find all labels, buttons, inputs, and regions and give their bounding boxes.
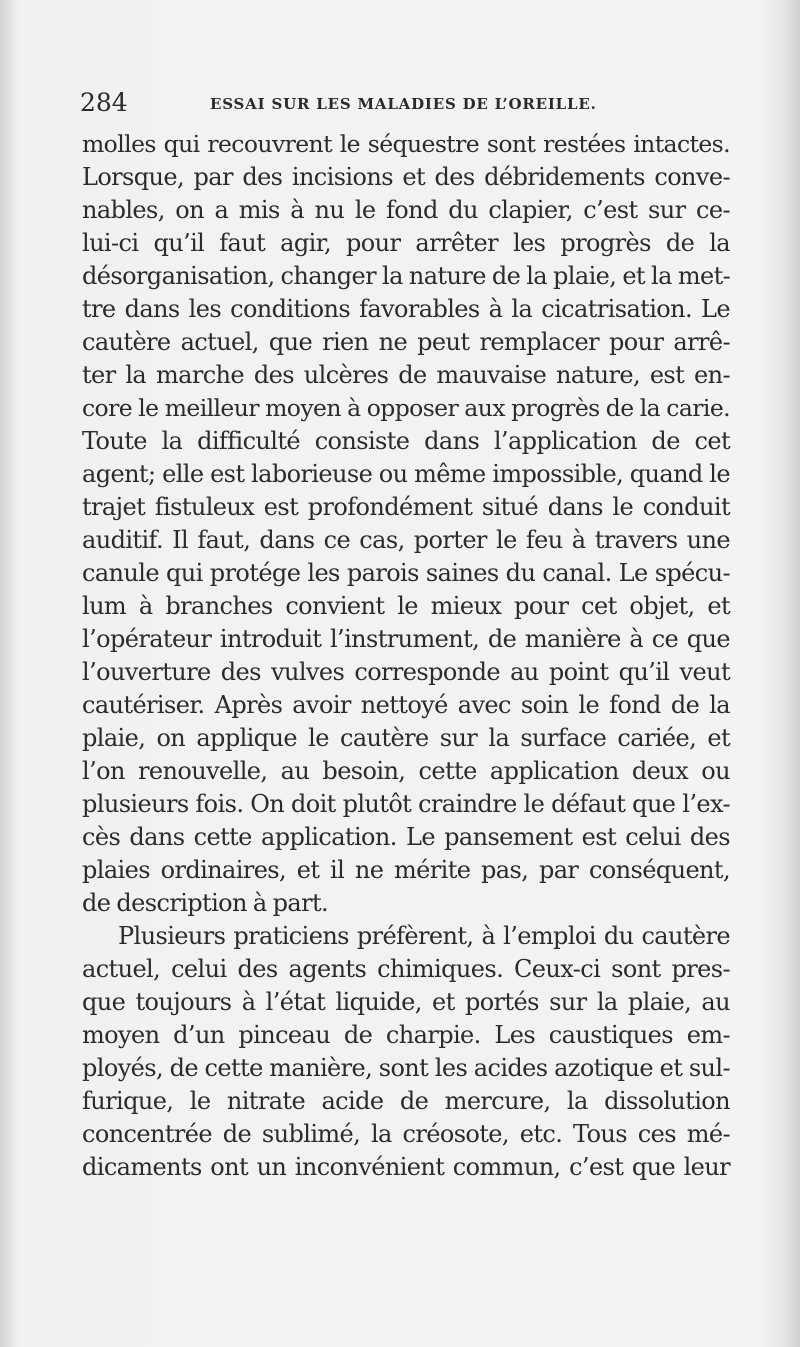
text-line: molles qui recouvrent le séquestre sont restées intactes.	[82, 130, 730, 158]
text-line: furique, le nitrate acide de mercure, la dissolution	[82, 1087, 730, 1115]
text-line: tre dans les conditions favorables à la cicatrisation. Le	[82, 295, 730, 323]
text-line: cautériser. Après avoir nettoyé avec soin le fond de la	[82, 691, 730, 719]
text-line: canule qui protége les parois saines du canal. Le spécu-	[82, 559, 730, 587]
body-text	[82, 128, 730, 1184]
text-line: plaie, on applique le cautère sur la surface cariée, et	[82, 724, 730, 752]
text-line: l’on renouvelle, au besoin, cette application deux ou	[82, 757, 730, 785]
text-line: dicaments ont un inconvénient commun, c’est que leur	[82, 1153, 730, 1181]
text-line: core le meilleur moyen à opposer aux progrès de la carie.	[82, 394, 730, 422]
text-line: Lorsque, par des incisions et des débridements conve-	[82, 163, 730, 191]
text-line: nables, on a mis à nu le fond du clapier, c’est sur ce-	[82, 196, 730, 224]
text-line: plusieurs fois. On doit plutôt craindre le défaut que l’ex-	[82, 790, 730, 818]
running-title: ESSAI SUR LES MALADIES DE L’OREILLE.	[210, 95, 597, 113]
page-header	[80, 88, 730, 118]
text-line: que toujours à l’état liquide, et portés sur la plaie, au	[82, 988, 730, 1016]
paragraph-last-line: de description à part.	[82, 889, 329, 917]
text-line: moyen d’un pinceau de charpie. Les caustiques em-	[82, 1021, 730, 1049]
text-line: cès dans cette application. Le pansement est celui des	[82, 823, 730, 851]
text-line: l’ouverture des vulves corresponde au point qu’il veut	[82, 658, 730, 686]
text-line: ployés, de cette manière, sont les acides azotique et sul-	[82, 1054, 730, 1082]
text-line: trajet fistuleux est profondément situé dans le conduit	[82, 493, 730, 521]
text-line: agent; elle est laborieuse ou même impossible, quand le	[82, 460, 730, 488]
text-line: l’opérateur introduit l’instrument, de manière à ce que	[82, 625, 730, 653]
page-number: 284	[80, 88, 128, 117]
text-line: désorganisation, changer la nature de la plaie, et la met-	[82, 262, 731, 290]
text-line: cautère actuel, que rien ne peut remplacer pour arrê-	[82, 328, 730, 356]
text-line: lui-ci qu’il faut agir, pour arrêter les progrès de la	[82, 229, 730, 257]
text-line: ter la marche des ulcères de mauvaise nature, est en-	[82, 361, 730, 389]
text-line: plaies ordinaires, et il ne mérite pas, par conséquent,	[82, 856, 730, 884]
text-line: actuel, celui des agents chimiques. Ceux-ci sont pres-	[82, 955, 730, 983]
text-line: concentrée de sublimé, la créosote, etc. Tous ces mé-	[82, 1120, 730, 1148]
paragraph-first-line: Plusieurs praticiens préfèrent, à l’emploi du cautère	[118, 922, 730, 950]
text-line: Toute la difficulté consiste dans l’application de cet	[82, 427, 730, 455]
text-line: auditif. Il faut, dans ce cas, porter le feu à travers une	[82, 526, 730, 554]
text-line: lum à branches convient le mieux pour cet objet, et	[82, 592, 730, 620]
